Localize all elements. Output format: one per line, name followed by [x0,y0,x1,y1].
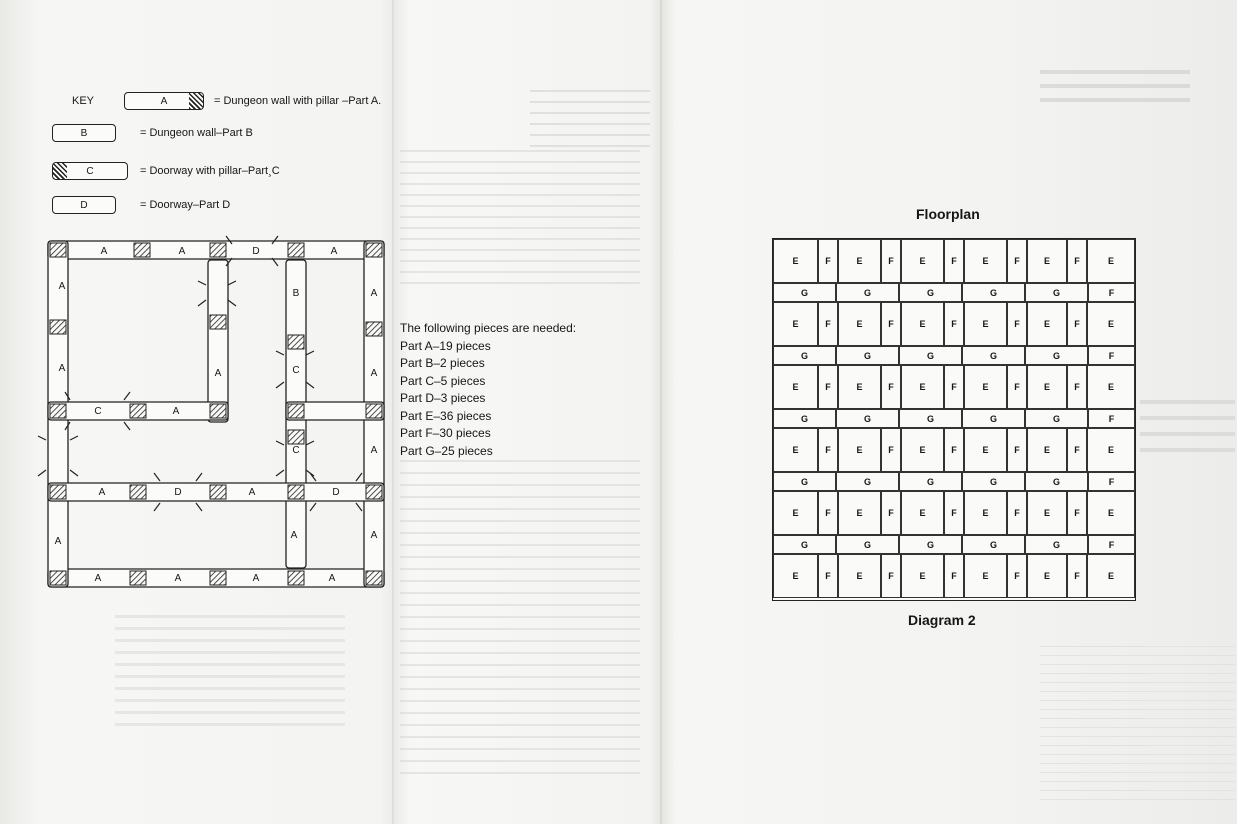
floor-tile-f: F [1007,428,1027,472]
key-desc-b: = Dungeon wall–Part B [140,127,253,139]
floor-tile-f: F [1067,554,1087,598]
floor-tile-e: E [901,302,944,346]
floor-tile-g: G [836,283,899,302]
floor-tile-e: E [1087,428,1135,472]
key-desc-c: = Doorway with pillar–Part¸C [140,165,280,177]
floor-tile-f: F [1007,365,1027,409]
floor-tile-f: F [1088,346,1135,365]
floor-tile-e: E [773,302,818,346]
plan-label-a: A [178,246,186,257]
floor-tile-g: G [836,409,899,428]
floor-tile-e: E [964,491,1007,535]
floor-tile-e: E [901,428,944,472]
floor-tile-e: E [838,554,881,598]
floor-tile-g: G [962,283,1025,302]
plan-label-a: A [370,368,378,379]
floor-tile-e: E [838,302,881,346]
key-heading: KEY [72,95,95,107]
floor-tile-f: F [1007,239,1027,283]
floor-tile-e: E [901,239,944,283]
piece-letter: C [86,165,94,177]
floor-tile-g: G [962,472,1025,491]
floor-tile-e: E [901,491,944,535]
floor-tile-g: G [1025,409,1088,428]
floor-tile-e: E [901,554,944,598]
plan-label-a: A [290,530,298,541]
floor-tile-f: F [881,428,901,472]
plan-label-a: A [58,281,66,292]
floorplan-title: Floorplan [916,206,980,222]
floor-tile-f: F [1007,302,1027,346]
piece-letter: D [80,199,88,211]
floor-tile-f: F [881,554,901,598]
floor-tile-g: G [836,472,899,491]
floor-tile-f: F [944,428,964,472]
floor-tile-e: E [838,428,881,472]
plan-label-d: D [252,246,260,257]
floor-tile-e: E [773,365,818,409]
plan-label-a: A [370,288,378,299]
floor-tile-f: F [1067,302,1087,346]
floor-tile-e: E [1087,491,1135,535]
plan-label-b: B [292,288,300,299]
pieces-needed-item: Part E–36 pieces [400,408,492,423]
pieces-needed-intro: The following pieces are needed: [400,321,577,335]
piece-letter: A [160,95,168,107]
pieces-needed-item: Part F–30 pieces [400,426,491,440]
floor-tile-f: F [818,302,838,346]
floor-tile-g: G [899,283,962,302]
plan-label-c: C [292,445,300,456]
floor-tile-e: E [964,428,1007,472]
show-through-text [1140,400,1235,460]
show-through-text [400,150,640,290]
floor-tile-e: E [1027,554,1067,598]
floor-tile-e: E [773,491,818,535]
floor-tile-g: G [899,346,962,365]
floor-tile-g: G [1025,472,1088,491]
pieces-needed-item: Part A–19 pieces [400,338,491,353]
floor-tile-g: G [962,346,1025,365]
plan-label-d: D [174,487,182,498]
floor-tile-e: E [1087,554,1135,598]
fold-line [660,0,662,824]
floor-tile-f: F [944,491,964,535]
floor-tile-e: E [773,554,818,598]
floor-tile-f: F [1088,409,1135,428]
floor-tile-e: E [964,365,1007,409]
floor-tile-g: G [836,346,899,365]
floor-tile-e: E [964,302,1007,346]
floor-tile-f: F [818,491,838,535]
pieces-needed-list [400,320,576,460]
floor-tile-g: G [962,409,1025,428]
key-desc-a: = Dungeon wall with pillar –Part A. [214,95,382,107]
floor-tile-e: E [1027,239,1067,283]
floor-tile-f: F [1067,428,1087,472]
floor-tile-e: E [1087,365,1135,409]
floor-tile-f: F [944,554,964,598]
floor-tile-e: E [901,365,944,409]
show-through-text [1040,70,1190,110]
floor-tile-e: E [1027,302,1067,346]
floor-tile-f: F [818,428,838,472]
key-desc-d: = Doorway–Part D [140,199,231,211]
plan-label-a: A [214,368,222,379]
floor-tile-f: F [818,554,838,598]
floor-tile-e: E [1027,491,1067,535]
pieces-needed-item: Part B–2 pieces [400,356,485,370]
floor-tile-e: E [773,239,818,283]
show-through-text [400,460,640,780]
piece-letter: B [80,127,88,139]
floor-tile-f: F [818,365,838,409]
plan-label-a: A [54,536,62,547]
plan-label-a: A [174,573,182,584]
plan-label-a: A [330,246,338,257]
floor-tile-f: F [881,239,901,283]
floor-tile-g: G [1025,346,1088,365]
floor-tile-f: F [944,239,964,283]
show-through-logo [115,615,345,735]
floor-tile-g: G [773,346,836,365]
floor-tile-f: F [944,365,964,409]
wall-segment [208,260,228,422]
floor-tile-f: F [1088,283,1135,302]
floor-tile-f: F [881,491,901,535]
floor-tile-f: F [1067,239,1087,283]
plan-label-c: C [94,406,102,417]
floor-tile-e: E [1027,428,1067,472]
floor-tile-f: F [1067,365,1087,409]
floor-tile-f: F [1007,491,1027,535]
plan-label-a: A [94,573,102,584]
show-through-text [530,90,650,150]
floor-tile-g: G [773,472,836,491]
plan-label-c: C [292,365,300,376]
floor-tile-e: E [1087,239,1135,283]
floor-tile-g: G [773,535,836,554]
floor-tile-g: G [836,535,899,554]
floor-tile-g: G [962,535,1025,554]
floor-tile-f: F [1007,554,1027,598]
floorplan-grid [772,238,1136,601]
plan-label-a: A [58,363,66,374]
floor-tile-e: E [964,554,1007,598]
floor-tile-e: E [964,239,1007,283]
floor-tile-f: F [1067,491,1087,535]
floor-tile-g: G [899,409,962,428]
floor-tile-e: E [773,428,818,472]
dungeon-plan-diagram [0,0,400,600]
show-through-image [1040,640,1235,800]
plan-label-a: A [252,573,260,584]
floor-tile-f: F [1088,535,1135,554]
floor-tile-e: E [838,365,881,409]
plan-label-a: A [248,487,256,498]
floor-tile-f: F [881,365,901,409]
plan-label-a: A [172,406,180,417]
pieces-needed-item: Part D–3 pieces [400,391,486,405]
floor-tile-e: E [838,239,881,283]
floor-tile-g: G [773,283,836,302]
floor-tile-e: E [1087,302,1135,346]
plan-label-a: A [370,530,378,541]
plan-label-a: A [98,487,106,498]
plan-label-d: D [332,487,340,498]
pieces-needed-item: Part C–5 pieces [400,373,486,388]
floor-tile-f: F [818,239,838,283]
floor-tile-e: E [1027,365,1067,409]
pieces-needed-item: Part G–25 pieces [400,443,493,458]
diagram-caption: Diagram 2 [908,612,976,628]
plan-label-a: A [328,573,336,584]
plan-label-a: A [100,246,108,257]
floor-tile-g: G [899,535,962,554]
floor-tile-f: F [1088,472,1135,491]
floor-tile-g: G [1025,283,1088,302]
floor-tile-g: G [899,472,962,491]
floor-tile-g: G [773,409,836,428]
floor-tile-e: E [838,491,881,535]
floor-tile-f: F [944,302,964,346]
floor-tile-g: G [1025,535,1088,554]
floor-tile-f: F [881,302,901,346]
plan-label-a: A [370,445,378,456]
